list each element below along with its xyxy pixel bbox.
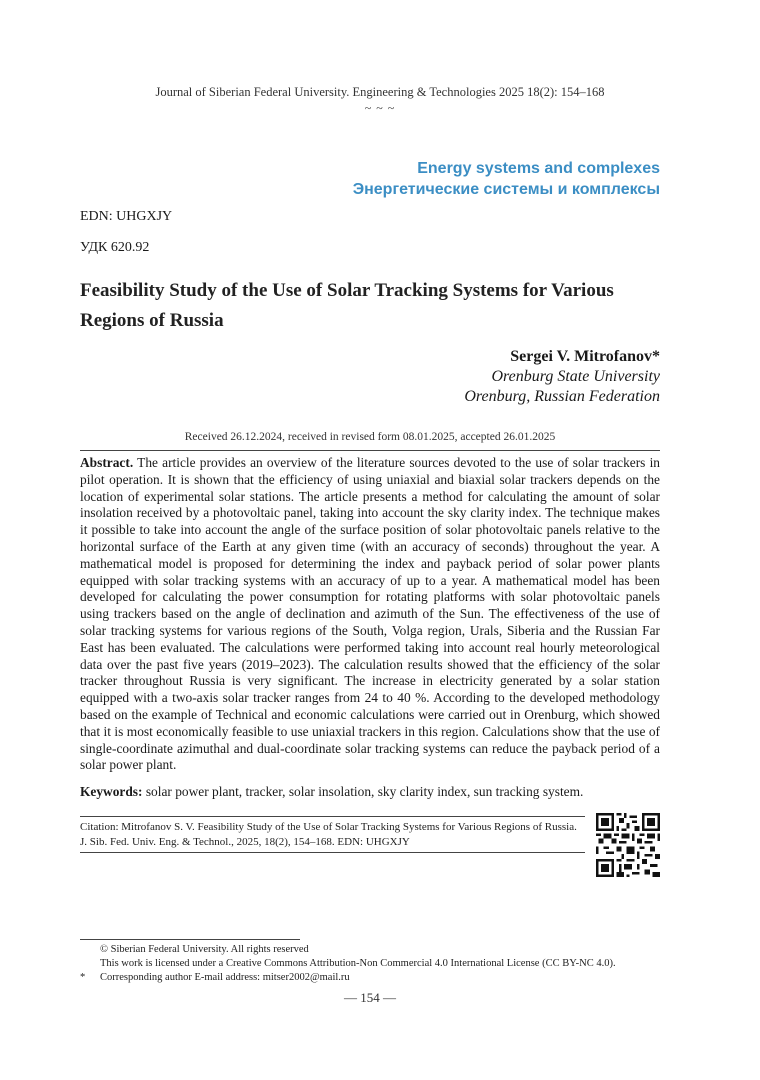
journal-header: Journal of Siberian Federal University. Engineering & Technologies 2025 18(2): 154–168 [155, 85, 605, 99]
abstract-label: Abstract. [80, 455, 134, 470]
footnote-asterisk: * [80, 972, 86, 983]
abstract-text: The article provides an overview of the literature sources devoted to the use of solar trackers in pilot operation. It is shown that the efficiency of using uniaxial and biaxial solar trackers depends on the location of experimental solar stations. The article presents a method for calculating the amount of solar insolation received by a photovoltaic panel, taking into account the sky clarity index. The technique makes it possible to take into account the angle of the surface position of solar photovoltaic panels relative to the horizontal surface of the Earth at any given time (with an accuracy of seconds) throughout the year. A mathematical model is proposed for determining the index and payback period of solar power plants equipped with solar tracking systems with an accuracy of up to a year. A mathematical model has been developed for calculating the power consumption for rotating platforms with solar photovoltaic panels using trackers based on the angle of declination and azimuth of the Sun. The effectiveness of the use of solar tracking systems for various regions of the South, Volga region, Urals, Siberia and the Russian Far East has been evaluated. The calculations were performed taking into account real hourly meteorological data over the past five years (2019–2023). The calculation results showed that the efficiency of the solar tracker throughout Russia is very significant. The increase in electricity generated by a solar station equipped with a two-axis solar tracker ranges from 24 to 40 %. According to the developed methodology based on the example of Technical and economic calculations were carried out in Orenburg, which showed that it is most economically feasible to use uniaxial trackers in this region. Calculations show that the use of single-coordinate azimuthal and dual-coordinate solar tracking systems can reduce the payback period of a solar power plant. [80, 455, 660, 773]
divider [80, 450, 660, 451]
author-location: Orenburg, Russian Federation [464, 388, 660, 405]
section-title-ru: Энергетические системы и комплексы [352, 181, 660, 198]
citation [80, 820, 590, 849]
citation-line-1: Citation: Mitrofanov S. V. Feasibility Study of the Use of Solar Tracking Systems for Various Regions of Russia. [80, 821, 577, 833]
copyright-note: © Siberian Federal University. All rights reserved [100, 944, 309, 955]
keywords-text: solar power plant, tracker, solar insolation, sky clarity index, sun tracking system. [145, 784, 584, 799]
author-block [464, 347, 660, 407]
corresponding-author-note: Corresponding author E-mail address: mitser2002@mail.ru [100, 972, 350, 983]
author-name: Sergei V. Mitrofanov* [510, 348, 660, 365]
license-note: This work is licensed under a Creative Commons Attribution-Non Commercial 4.0 International License (CC BY-NC 4.0). [100, 958, 616, 969]
divider [80, 816, 585, 817]
udk-code: УДК 620.92 [80, 240, 150, 255]
edn-code: EDN: UHGXJY [80, 209, 173, 224]
paper-title: Feasibility Study of the Use of Solar Tracking Systems for Various Regions of Russia [80, 280, 614, 331]
received-dates: Received 26.12.2024, received in revised form 08.01.2025, accepted 26.01.2025 [184, 431, 556, 443]
author-affiliation: Orenburg State University [491, 368, 660, 385]
section-title-en: Energy systems and complexes [417, 160, 660, 177]
citation-line-2: J. Sib. Fed. Univ. Eng. & Technol., 2025, 18(2), 154–168. EDN: UHGXJY [80, 835, 410, 848]
page-number: — 154 — [344, 990, 396, 1005]
keywords-label: Keywords: [80, 784, 143, 799]
footnote-divider [80, 939, 300, 940]
divider [80, 852, 585, 853]
abstract [80, 455, 660, 774]
header-ornament: ~ ~ ~ [364, 101, 396, 115]
keywords [80, 784, 660, 801]
qr-code-icon [596, 813, 660, 877]
